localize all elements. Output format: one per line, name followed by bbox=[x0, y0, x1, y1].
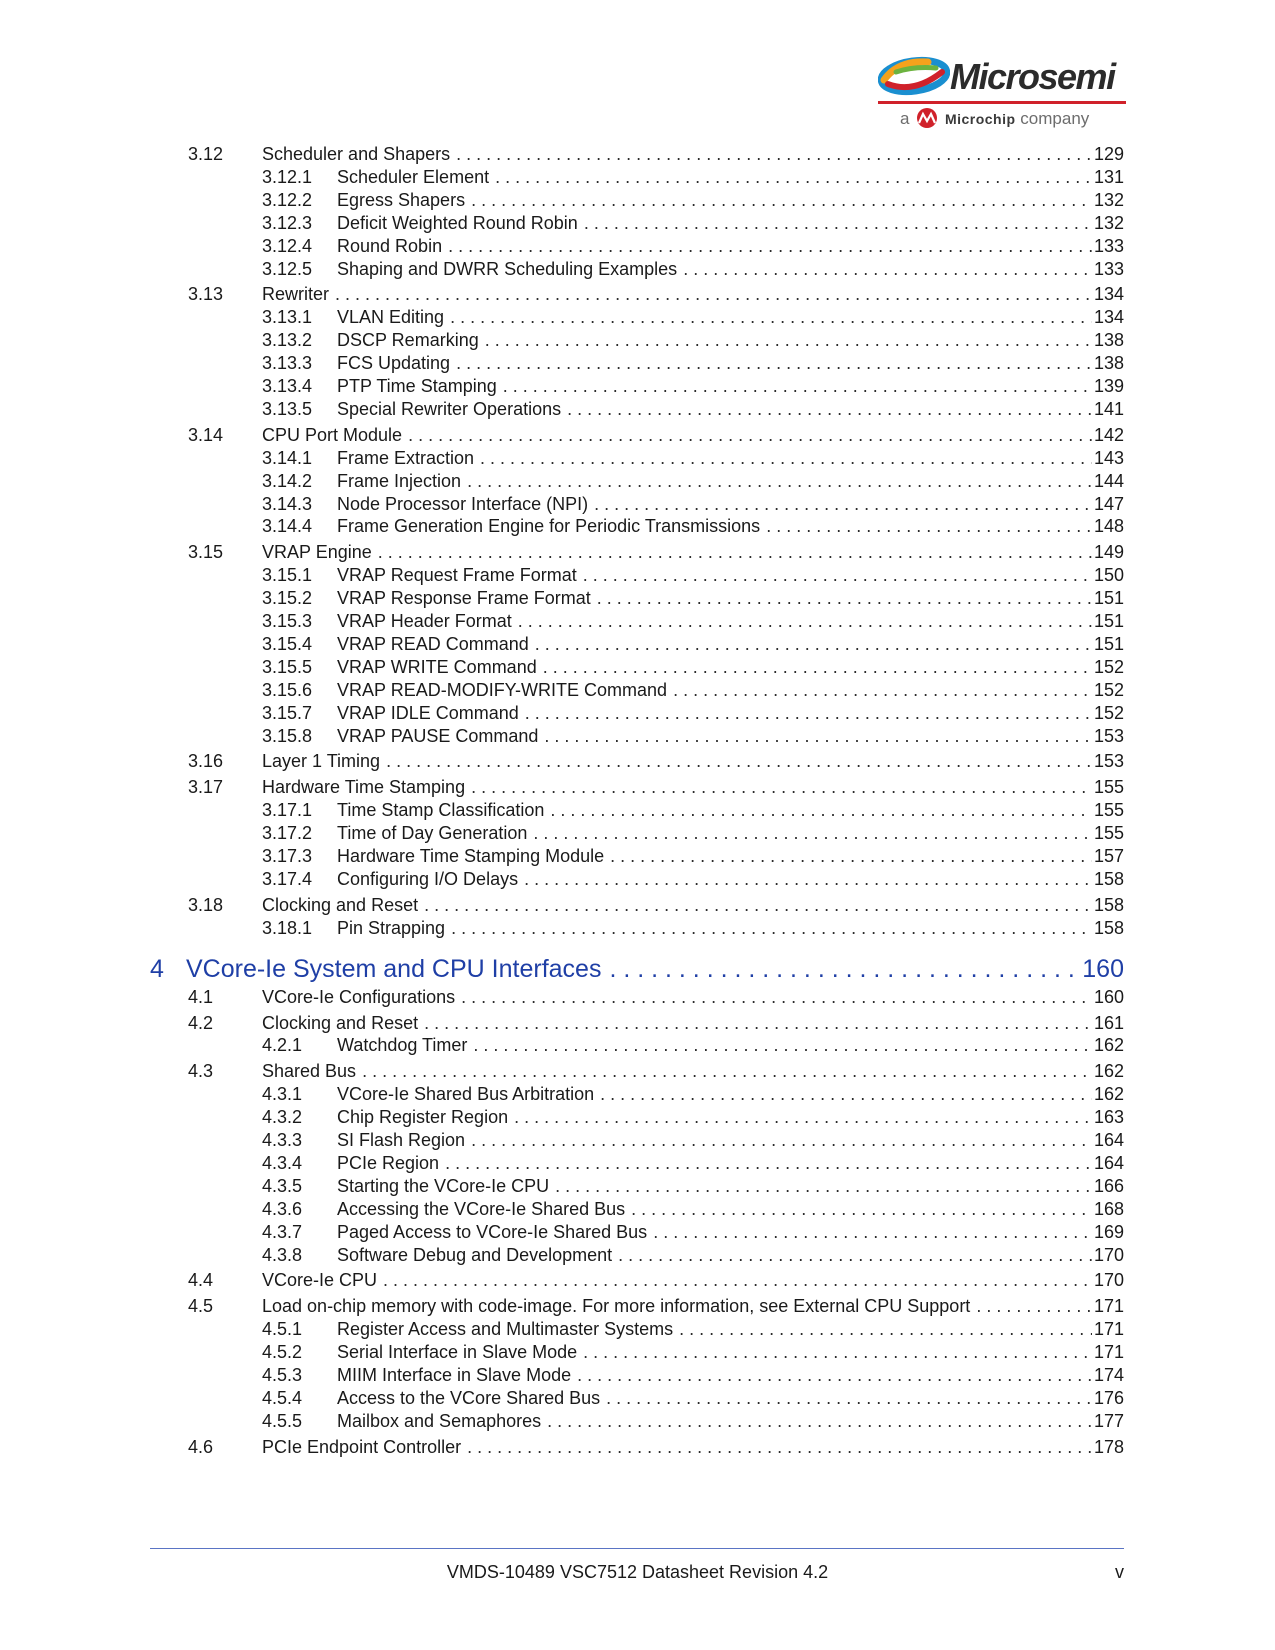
toc-entry-page: 134 bbox=[1093, 284, 1124, 305]
toc-entry-title: Mailbox and Semaphores bbox=[337, 1410, 542, 1431]
toc-subsection-entry[interactable] bbox=[262, 703, 1124, 725]
toc-entry-title: VRAP IDLE Command bbox=[337, 702, 519, 723]
toc-entry-page: 151 bbox=[1093, 588, 1124, 609]
logo-wordmark: Microsemi bbox=[950, 56, 1115, 97]
toc-entry-page: 147 bbox=[1093, 493, 1124, 514]
toc-dot-leader bbox=[362, 1061, 1092, 1082]
toc-dot-leader bbox=[471, 777, 1092, 798]
toc-entry-title: Shared Bus bbox=[262, 1061, 357, 1082]
toc-entry-title: VRAP WRITE Command bbox=[337, 656, 537, 677]
toc-entry-number: 3.13.1 bbox=[262, 307, 313, 328]
toc-entry-title: CPU Port Module bbox=[262, 424, 403, 445]
toc-entry-page: 131 bbox=[1093, 166, 1124, 187]
toc-dot-leader bbox=[386, 751, 1092, 772]
toc-entry-title: Serial Interface in Slave Mode bbox=[337, 1342, 578, 1363]
toc-subsection-entry[interactable] bbox=[262, 471, 1124, 493]
toc-entry-title: Deficit Weighted Round Robin bbox=[337, 212, 578, 233]
toc-dot-leader bbox=[450, 307, 1092, 328]
toc-entry-number: 3.17.2 bbox=[262, 823, 313, 844]
toc-entry-title: Node Processor Interface (NPI) bbox=[337, 493, 589, 514]
toc-subsection-entry[interactable] bbox=[262, 1153, 1124, 1175]
toc-subsection-entry[interactable] bbox=[262, 823, 1124, 845]
toc-entry-page: 174 bbox=[1093, 1365, 1124, 1385]
toc-subsection-entry[interactable] bbox=[262, 869, 1124, 891]
toc-entry-title: Accessing the VCore-Ie Shared Bus bbox=[337, 1198, 626, 1219]
toc-entry-number: 4.1 bbox=[188, 986, 214, 1007]
toc-dot-leader bbox=[577, 1365, 1092, 1386]
toc-entry-page: 133 bbox=[1093, 235, 1124, 256]
toc-entry-page: 158 bbox=[1093, 868, 1124, 889]
toc-dot-leader bbox=[335, 284, 1092, 305]
toc-subsection-entry[interactable] bbox=[262, 494, 1124, 516]
toc-entry-number: 4.2 bbox=[188, 1012, 214, 1033]
toc-section-entry[interactable] bbox=[188, 1270, 1124, 1292]
toc-entry-number: 3.12.3 bbox=[262, 212, 313, 233]
toc-entry-number: 4.5.4 bbox=[262, 1387, 303, 1408]
toc-entry-number: 4.3.7 bbox=[262, 1221, 303, 1242]
toc-entry-title: Register Access and Multimaster Systems bbox=[337, 1319, 674, 1340]
toc-entry-page: 166 bbox=[1093, 1175, 1124, 1196]
toc-section-entry[interactable] bbox=[188, 542, 1124, 564]
toc-entry-number: 3.17.4 bbox=[262, 868, 313, 889]
toc-dot-leader bbox=[456, 353, 1092, 374]
toc-entry-page: 176 bbox=[1093, 1387, 1124, 1408]
toc-entry-title: VLAN Editing bbox=[337, 307, 445, 328]
logo-sub-brand: Microchip bbox=[944, 111, 1016, 127]
toc-dot-leader bbox=[471, 1130, 1092, 1151]
toc-entry-number: 3.13 bbox=[188, 284, 224, 305]
toc-entry-title: Chip Register Region bbox=[337, 1107, 509, 1128]
toc-entry-page: 138 bbox=[1093, 353, 1124, 374]
toc-subsection-entry[interactable] bbox=[262, 1107, 1124, 1129]
toc-entry-number: 3.18 bbox=[188, 894, 224, 915]
toc-entry-title: Time of Day Generation bbox=[337, 823, 528, 844]
toc-entry-number: 3.12.2 bbox=[262, 189, 313, 210]
toc-entry-title: Time Stamp Classification bbox=[337, 800, 545, 821]
toc-entry-number: 3.15.8 bbox=[262, 725, 313, 746]
toc-subsection-entry[interactable] bbox=[262, 259, 1124, 281]
toc-entry-page: 170 bbox=[1093, 1244, 1124, 1265]
toc-dot-leader bbox=[683, 259, 1092, 280]
toc-entry-title: VRAP Request Frame Format bbox=[337, 565, 577, 586]
toc-entry-page: 152 bbox=[1093, 679, 1124, 700]
toc-entry-page: 153 bbox=[1093, 751, 1124, 772]
microchip-icon bbox=[916, 108, 938, 128]
toc-entry-page: 152 bbox=[1093, 656, 1124, 677]
toc-entry-page: 148 bbox=[1093, 516, 1124, 537]
toc-entry-page: 164 bbox=[1093, 1152, 1124, 1173]
footer-divider bbox=[150, 1548, 1124, 1549]
toc-entry-title: VRAP Engine bbox=[262, 542, 372, 563]
toc-entry-title: Rewriter bbox=[262, 284, 330, 305]
toc-entry-page: 163 bbox=[1093, 1107, 1124, 1128]
toc-entry-title: Round Robin bbox=[337, 235, 443, 256]
toc-subsection-entry[interactable] bbox=[262, 330, 1124, 352]
toc-subsection-entry[interactable] bbox=[262, 1411, 1124, 1433]
toc-entry-page: 143 bbox=[1093, 447, 1124, 468]
toc-entry-title: VCore-Ie CPU bbox=[262, 1270, 378, 1291]
toc-subsection-entry[interactable] bbox=[262, 657, 1124, 679]
toc-dot-leader bbox=[609, 955, 1080, 984]
toc-subsection-entry[interactable] bbox=[262, 516, 1124, 538]
footer-doc-title: VMDS-10489 VSC7512 Datasheet Revision 4.2 bbox=[446, 1562, 829, 1582]
toc-entry-page: 162 bbox=[1093, 1084, 1124, 1105]
logo-divider bbox=[878, 101, 1126, 104]
toc-entry-number: 3.15.3 bbox=[262, 611, 313, 631]
toc-subsection-entry[interactable] bbox=[262, 448, 1124, 470]
toc-entry-page: 132 bbox=[1093, 212, 1124, 233]
toc-section-entry[interactable] bbox=[188, 1437, 1124, 1459]
toc-entry-number: 3.14 bbox=[188, 424, 224, 445]
toc-subsection-entry[interactable] bbox=[262, 1176, 1124, 1198]
toc-entry-title: VCore-Ie Configurations bbox=[262, 986, 456, 1007]
toc-chapter-entry[interactable] bbox=[150, 955, 1124, 987]
toc-entry-title: VCore-Ie System and CPU Interfaces bbox=[186, 954, 602, 983]
toc-entry-number: 3.15.1 bbox=[262, 565, 313, 586]
toc-entry-title: VCore-Ie Shared Bus Arbitration bbox=[337, 1084, 595, 1105]
toc-entry-number: 4.3.8 bbox=[262, 1244, 303, 1265]
toc-dot-leader bbox=[495, 167, 1092, 188]
toc-entry-number: 3.15 bbox=[188, 542, 224, 563]
toc-entry-page: 164 bbox=[1093, 1130, 1124, 1150]
toc-entry-title: PTP Time Stamping bbox=[337, 376, 497, 396]
toc-dot-leader bbox=[445, 1153, 1092, 1174]
toc-dot-leader bbox=[471, 190, 1092, 211]
toc-subsection-entry[interactable] bbox=[262, 726, 1124, 748]
toc-dot-leader bbox=[424, 895, 1092, 916]
toc-entry-page: 153 bbox=[1093, 725, 1124, 746]
logo-sub-prefix: a bbox=[900, 109, 910, 128]
toc-entry-number: 4.3.2 bbox=[262, 1107, 303, 1128]
toc-entry-number: 3.16 bbox=[188, 751, 224, 772]
toc-section-entry[interactable] bbox=[188, 1013, 1124, 1035]
toc-dot-leader bbox=[456, 144, 1092, 165]
toc-entry-title: Starting the VCore-Ie CPU bbox=[337, 1175, 550, 1196]
toc-subsection-entry[interactable] bbox=[262, 376, 1124, 398]
toc-entry-page: 138 bbox=[1093, 330, 1124, 351]
toc-subsection-entry[interactable] bbox=[262, 1084, 1124, 1106]
toc-entry-title: VRAP READ Command bbox=[337, 633, 529, 654]
toc-entry-number: 4.5.3 bbox=[262, 1365, 303, 1385]
toc-subsection-entry[interactable] bbox=[262, 611, 1124, 633]
toc-subsection-entry[interactable] bbox=[262, 1130, 1124, 1152]
toc-dot-leader bbox=[583, 565, 1092, 586]
toc-entry-title: Egress Shapers bbox=[337, 189, 466, 210]
toc-entry-title: Frame Injection bbox=[337, 470, 462, 491]
toc-entry-page: 177 bbox=[1093, 1410, 1124, 1431]
toc-dot-leader bbox=[610, 846, 1092, 867]
toc-entry-number: 4.3.3 bbox=[262, 1130, 303, 1150]
toc-dot-leader bbox=[451, 918, 1092, 939]
toc-entry-title: SI Flash Region bbox=[337, 1130, 466, 1150]
toc-section-entry[interactable] bbox=[188, 751, 1124, 773]
toc-subsection-entry[interactable] bbox=[262, 1388, 1124, 1410]
footer-page-number: v bbox=[1115, 1562, 1124, 1582]
toc-entry-title: MIIM Interface in Slave Mode bbox=[337, 1365, 572, 1385]
toc-entry-title: VRAP READ-MODIFY-WRITE Command bbox=[337, 679, 668, 700]
toc-entry-number: 4.5.5 bbox=[262, 1410, 303, 1431]
toc-entry-number: 4.3.1 bbox=[262, 1084, 303, 1105]
toc-entry-title: VRAP Response Frame Format bbox=[337, 588, 591, 609]
toc-dot-leader bbox=[653, 1222, 1092, 1243]
toc-section-entry[interactable] bbox=[188, 777, 1124, 799]
toc-entry-title: Layer 1 Timing bbox=[262, 751, 381, 772]
toc-dot-leader bbox=[524, 869, 1092, 890]
toc-section-entry[interactable] bbox=[188, 144, 1124, 166]
toc-subsection-entry[interactable] bbox=[262, 1199, 1124, 1221]
toc-entry-page: 158 bbox=[1093, 917, 1124, 938]
toc-entry-title: Paged Access to VCore-Ie Shared Bus bbox=[337, 1221, 648, 1242]
toc-entry-number: 3.17 bbox=[188, 777, 224, 798]
toc-entry-title: VRAP Header Format bbox=[337, 611, 512, 631]
toc-entry-number: 3.17.1 bbox=[262, 800, 313, 821]
toc-section-entry[interactable] bbox=[188, 1296, 1124, 1318]
toc-entry-title: Access to the VCore Shared Bus bbox=[337, 1387, 601, 1408]
toc-entry-page: 142 bbox=[1093, 424, 1124, 445]
logo-sub-suffix: company bbox=[1020, 109, 1090, 128]
toc-dot-leader bbox=[618, 1245, 1092, 1266]
toc-dot-leader bbox=[448, 236, 1092, 257]
toc-entry-page: 129 bbox=[1093, 144, 1124, 164]
toc-entry-number: 3.15.4 bbox=[262, 633, 313, 654]
toc-entry-title: Frame Generation Engine for Periodic Transmissions bbox=[337, 516, 761, 537]
toc-entry-page: 168 bbox=[1093, 1198, 1124, 1219]
toc-entry-title: PCIe Region bbox=[337, 1152, 440, 1173]
toc-entry-number: 3.17.3 bbox=[262, 846, 313, 866]
toc-dot-leader bbox=[594, 494, 1092, 515]
toc-entry-title: Shaping and DWRR Scheduling Examples bbox=[337, 258, 678, 279]
toc-entry-page: 157 bbox=[1093, 846, 1124, 866]
toc-dot-leader bbox=[584, 213, 1092, 234]
toc-entry-title: DSCP Remarking bbox=[337, 330, 479, 351]
toc-subsection-entry[interactable] bbox=[262, 680, 1124, 702]
toc-entry-page: 162 bbox=[1093, 1061, 1124, 1082]
toc-dot-leader bbox=[600, 1084, 1092, 1105]
toc-subsection-entry[interactable] bbox=[262, 307, 1124, 329]
toc-dot-leader bbox=[547, 1411, 1092, 1432]
microsemi-logo bbox=[878, 52, 1128, 136]
toc-subsection-entry[interactable] bbox=[262, 846, 1124, 868]
toc-entry-number: 3.12.5 bbox=[262, 258, 313, 279]
toc-dot-leader bbox=[631, 1199, 1092, 1220]
toc-entry-page: 158 bbox=[1093, 894, 1124, 915]
toc-entry-title: Pin Strapping bbox=[337, 917, 446, 938]
toc-entry-number: 4.3.4 bbox=[262, 1152, 303, 1173]
toc-subsection-entry[interactable] bbox=[262, 918, 1124, 940]
toc-dot-leader bbox=[467, 471, 1092, 492]
toc-dot-leader bbox=[461, 987, 1092, 1008]
toc-entry-title: Software Debug and Development bbox=[337, 1244, 613, 1265]
toc-section-entry[interactable] bbox=[188, 987, 1124, 1009]
toc-entry-page: 171 bbox=[1093, 1296, 1124, 1317]
toc-section-entry[interactable] bbox=[188, 1061, 1124, 1083]
toc-entry-number: 4.2.1 bbox=[262, 1035, 303, 1056]
toc-dot-leader bbox=[535, 634, 1092, 655]
toc-entry-number: 4 bbox=[150, 954, 164, 983]
toc-entry-title: Configuring I/O Delays bbox=[337, 868, 519, 889]
toc-entry-number: 3.14.3 bbox=[262, 493, 313, 514]
toc-entry-number: 4.6 bbox=[188, 1436, 214, 1457]
toc-entry-number: 3.12 bbox=[188, 144, 224, 164]
toc-subsection-entry[interactable] bbox=[262, 1222, 1124, 1244]
toc-entry-title: Scheduler and Shapers bbox=[262, 144, 451, 164]
toc-entry-number: 3.15.5 bbox=[262, 656, 313, 677]
toc-entry-page: 170 bbox=[1093, 1270, 1124, 1291]
toc-dot-leader bbox=[378, 542, 1092, 563]
toc-entry-page: 150 bbox=[1093, 565, 1124, 586]
toc-dot-leader bbox=[525, 703, 1092, 724]
toc-dot-leader bbox=[473, 1035, 1092, 1056]
toc-section-entry[interactable] bbox=[188, 284, 1124, 306]
toc-entry-number: 3.13.4 bbox=[262, 376, 313, 396]
toc-dot-leader bbox=[606, 1388, 1092, 1409]
toc-entry-page: 134 bbox=[1093, 307, 1124, 328]
toc-entry-number: 3.12.1 bbox=[262, 166, 313, 187]
toc-entry-page: 169 bbox=[1093, 1221, 1124, 1242]
toc-entry-number: 3.14.2 bbox=[262, 470, 313, 491]
toc-entry-number: 4.3.6 bbox=[262, 1198, 303, 1219]
toc-dot-leader bbox=[408, 425, 1092, 446]
toc-dot-leader bbox=[533, 823, 1092, 844]
toc-entry-page: 139 bbox=[1093, 376, 1124, 396]
toc-entry-title: Hardware Time Stamping Module bbox=[337, 846, 605, 866]
toc-entry-number: 4.5 bbox=[188, 1296, 214, 1317]
toc-dot-leader bbox=[544, 726, 1092, 747]
toc-dot-leader bbox=[976, 1296, 1092, 1317]
toc-entry-title: VRAP PAUSE Command bbox=[337, 725, 539, 746]
toc-dot-leader bbox=[550, 800, 1092, 821]
toc-entry-title: Frame Extraction bbox=[337, 447, 475, 468]
toc-entry-number: 4.3 bbox=[188, 1061, 214, 1082]
toc-entry-page: 144 bbox=[1093, 470, 1124, 491]
toc-dot-leader bbox=[485, 330, 1092, 351]
toc-entry-title: Hardware Time Stamping bbox=[262, 777, 466, 798]
toc-entry-title: Clocking and Reset bbox=[262, 1012, 419, 1033]
toc-subsection-entry[interactable] bbox=[262, 800, 1124, 822]
toc-subsection-entry[interactable] bbox=[262, 213, 1124, 235]
toc-entry-page: 161 bbox=[1093, 1012, 1124, 1033]
toc-dot-leader bbox=[518, 611, 1092, 632]
toc-entry-number: 3.12.4 bbox=[262, 235, 313, 256]
toc-entry-number: 3.13.3 bbox=[262, 353, 313, 374]
toc-entry-number: 3.15.2 bbox=[262, 588, 313, 609]
toc-dot-leader bbox=[503, 376, 1092, 397]
toc-dot-leader bbox=[424, 1013, 1092, 1034]
toc-entry-number: 3.18.1 bbox=[262, 917, 313, 938]
toc-subsection-entry[interactable] bbox=[262, 634, 1124, 656]
toc-subsection-entry[interactable] bbox=[262, 190, 1124, 212]
toc-entry-page: 162 bbox=[1093, 1035, 1124, 1056]
toc-entry-page: 155 bbox=[1093, 823, 1124, 844]
toc-dot-leader bbox=[543, 657, 1092, 678]
toc-entry-page: 152 bbox=[1093, 702, 1124, 723]
toc-dot-leader bbox=[514, 1107, 1092, 1128]
microsemi-swirl-icon bbox=[878, 54, 950, 98]
toc-entry-page: 171 bbox=[1093, 1342, 1124, 1363]
toc-entry-page: 151 bbox=[1093, 633, 1124, 654]
toc-subsection-entry[interactable] bbox=[262, 236, 1124, 258]
toc-entry-page: 132 bbox=[1093, 189, 1124, 210]
toc-subsection-entry[interactable] bbox=[262, 1245, 1124, 1267]
toc-entry-page: 141 bbox=[1093, 398, 1124, 419]
toc-entry-title: Clocking and Reset bbox=[262, 894, 419, 915]
toc-section-entry[interactable] bbox=[188, 425, 1124, 447]
toc-entry-number: 3.14.4 bbox=[262, 516, 313, 537]
toc-entry-number: 4.4 bbox=[188, 1270, 214, 1291]
toc-entry-title: PCIe Endpoint Controller bbox=[262, 1436, 462, 1457]
toc-subsection-entry[interactable] bbox=[262, 1342, 1124, 1364]
toc-entry-number: 4.3.5 bbox=[262, 1175, 303, 1196]
toc-entry-page: 151 bbox=[1093, 611, 1124, 631]
toc-entry-number: 4.5.2 bbox=[262, 1342, 303, 1363]
toc-entry-page: 160 bbox=[1082, 954, 1124, 983]
toc-entry-page: 133 bbox=[1093, 258, 1124, 279]
toc-entry-page: 155 bbox=[1093, 800, 1124, 821]
toc-entry-title: FCS Updating bbox=[337, 353, 451, 374]
toc-subsection-entry[interactable] bbox=[262, 1319, 1124, 1341]
toc-dot-leader bbox=[555, 1176, 1092, 1197]
toc-subsection-entry[interactable] bbox=[262, 588, 1124, 610]
toc-dot-leader bbox=[673, 680, 1092, 701]
toc-dot-leader bbox=[383, 1270, 1092, 1291]
toc-subsection-entry[interactable] bbox=[262, 1365, 1124, 1387]
toc-entry-page: 160 bbox=[1093, 986, 1124, 1007]
toc-subsection-entry[interactable] bbox=[262, 1035, 1124, 1057]
toc-dot-leader bbox=[467, 1437, 1092, 1458]
toc-entry-page: 149 bbox=[1093, 542, 1124, 563]
toc-entry-title: Load on-chip memory with code-image. For more information, see External CPU Support bbox=[262, 1296, 971, 1317]
toc-dot-leader bbox=[583, 1342, 1092, 1363]
toc-dot-leader bbox=[766, 516, 1092, 537]
toc-subsection-entry[interactable] bbox=[262, 399, 1124, 421]
toc-entry-number: 3.13.5 bbox=[262, 398, 313, 419]
toc-entry-page: 178 bbox=[1093, 1436, 1124, 1457]
toc-entry-number: 3.15.6 bbox=[262, 679, 313, 700]
toc-dot-leader bbox=[480, 448, 1092, 469]
toc-dot-leader bbox=[567, 399, 1092, 420]
toc-entry-title: Special Rewriter Operations bbox=[337, 398, 562, 419]
logo-subtitle bbox=[900, 108, 1089, 129]
toc-entry-title: Scheduler Element bbox=[337, 166, 490, 187]
toc-subsection-entry[interactable] bbox=[262, 565, 1124, 587]
toc-entry-number: 3.15.7 bbox=[262, 702, 313, 723]
toc-dot-leader bbox=[597, 588, 1092, 609]
toc-entry-page: 171 bbox=[1093, 1319, 1124, 1340]
toc-entry-title: Watchdog Timer bbox=[337, 1035, 468, 1056]
toc-subsection-entry[interactable] bbox=[262, 167, 1124, 189]
toc-entry-page: 155 bbox=[1093, 777, 1124, 798]
toc-entry-number: 3.13.2 bbox=[262, 330, 313, 351]
toc-entry-number: 4.5.1 bbox=[262, 1319, 303, 1340]
toc-dot-leader bbox=[679, 1319, 1092, 1340]
toc-subsection-entry[interactable] bbox=[262, 353, 1124, 375]
toc-entry-number: 3.14.1 bbox=[262, 447, 313, 468]
toc-section-entry[interactable] bbox=[188, 895, 1124, 917]
